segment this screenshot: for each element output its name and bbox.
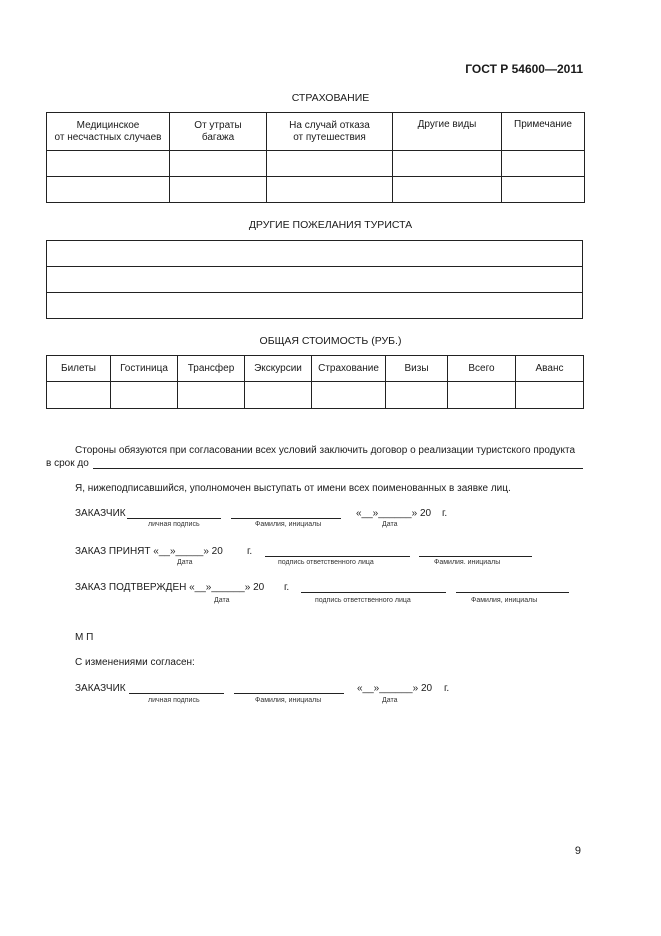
insurance-header-row	[47, 113, 585, 151]
deadline-label: в срок до	[46, 458, 89, 469]
table-cell[interactable]	[47, 177, 170, 203]
document-code: ГОСТ Р 54600—2011	[465, 62, 583, 76]
surname-field[interactable]	[234, 693, 344, 694]
header-cell: Экскурсии	[245, 356, 312, 382]
table-cell[interactable]	[245, 382, 312, 409]
header-cell: На случай отказа от путешествия	[267, 113, 393, 151]
table-cell[interactable]	[47, 241, 583, 267]
surname-caption: Фамилия, инициалы	[255, 697, 322, 704]
wishes-table	[46, 240, 583, 319]
surname-caption: Фамилия, инициалы	[255, 521, 322, 528]
date-caption: Дата	[177, 559, 193, 566]
responsible-signature-field[interactable]	[301, 592, 446, 593]
responsible-signature-field[interactable]	[265, 556, 410, 557]
table-cell[interactable]	[47, 151, 170, 177]
insurance-title: СТРАХОВАНИЕ	[291, 92, 370, 104]
surname-caption: Фамилия, инициалы	[471, 597, 538, 604]
cost-header-row	[47, 356, 584, 382]
date-caption: Дата	[382, 521, 398, 528]
order-confirmed-label: ЗАКАЗ ПОДТВЕРЖДЕН «__»______» 20	[75, 582, 265, 593]
table-cell[interactable]	[267, 177, 393, 203]
header-cell: Примечание	[502, 113, 585, 151]
cost-title: ОБЩАЯ СТОИМОСТЬ (РУБ.)	[259, 335, 402, 347]
table-cell[interactable]	[386, 382, 448, 409]
date-caption: Дата	[214, 597, 230, 604]
date-caption: Дата	[382, 697, 398, 704]
signature-caption: личная подпись	[148, 521, 200, 528]
table-cell[interactable]	[47, 267, 583, 293]
header-cell: Аванс	[516, 356, 584, 382]
header-cell: Билеты	[47, 356, 111, 382]
table-cell[interactable]	[47, 293, 583, 319]
year-suffix: г.	[284, 582, 290, 593]
table-cell[interactable]	[516, 382, 584, 409]
year-suffix: г.	[247, 546, 253, 557]
table-cell[interactable]	[178, 382, 245, 409]
responsible-signature-caption: подпись ответственного лица	[315, 597, 411, 604]
table-cell[interactable]	[170, 151, 267, 177]
wishes-title: ДРУГИЕ ПОЖЕЛАНИЯ ТУРИСТА	[248, 219, 413, 231]
header-cell: От утраты багажа	[170, 113, 267, 151]
responsible-surname-field[interactable]	[456, 592, 569, 593]
header-cell: Визы	[386, 356, 448, 382]
table-row	[47, 293, 583, 319]
table-row	[47, 267, 583, 293]
agreement-text: Стороны обязуются при согласовании всех условий заключить договор о реализации туристского продукта	[75, 445, 576, 456]
changes-label: С изменениями согласен:	[75, 657, 195, 668]
page-number: 9	[574, 845, 581, 857]
header-cell: Трансфер	[178, 356, 245, 382]
table-cell[interactable]	[312, 382, 386, 409]
header-cell: Медицинское от несчастных случаев	[47, 113, 170, 151]
customer-label: ЗАКАЗЧИК	[75, 683, 126, 694]
table-cell[interactable]	[393, 177, 502, 203]
table-cell[interactable]	[448, 382, 516, 409]
header-cell: Всего	[448, 356, 516, 382]
signature-field[interactable]	[127, 518, 221, 519]
year-suffix: г.	[442, 508, 448, 519]
date-field[interactable]: «__»______» 20	[357, 683, 433, 694]
table-cell[interactable]	[47, 382, 111, 409]
table-row	[47, 241, 583, 267]
deadline-field[interactable]	[93, 468, 583, 469]
surname-caption: Фамилия. инициалы	[434, 559, 501, 566]
signature-caption: личная подпись	[148, 697, 200, 704]
table-cell[interactable]	[502, 151, 585, 177]
responsible-surname-field[interactable]	[419, 556, 532, 557]
authority-statement: Я, нижеподписавшийся, уполномочен выступать от имени всех поименованных в заявке лиц.	[75, 483, 511, 494]
table-cell[interactable]	[111, 382, 178, 409]
order-accepted-label: ЗАКАЗ ПРИНЯТ «__»_____» 20	[75, 546, 223, 557]
table-cell[interactable]	[502, 177, 585, 203]
surname-field[interactable]	[231, 518, 341, 519]
signature-field[interactable]	[129, 693, 224, 694]
table-cell[interactable]	[267, 151, 393, 177]
stamp-label: М П	[75, 632, 94, 643]
cost-table	[46, 355, 584, 409]
insurance-table	[46, 112, 585, 203]
header-cell: Страхование	[312, 356, 386, 382]
customer-label: ЗАКАЗЧИК	[75, 508, 126, 519]
responsible-signature-caption: подпись ответственного лица	[278, 559, 374, 566]
header-cell: Гостиница	[111, 356, 178, 382]
table-cell[interactable]	[393, 151, 502, 177]
date-field[interactable]: «__»______» 20	[356, 508, 432, 519]
year-suffix: г.	[444, 683, 450, 694]
header-cell: Другие виды	[393, 113, 502, 151]
table-cell[interactable]	[170, 177, 267, 203]
table-row	[47, 151, 585, 177]
table-row	[47, 177, 585, 203]
table-row	[47, 382, 584, 409]
